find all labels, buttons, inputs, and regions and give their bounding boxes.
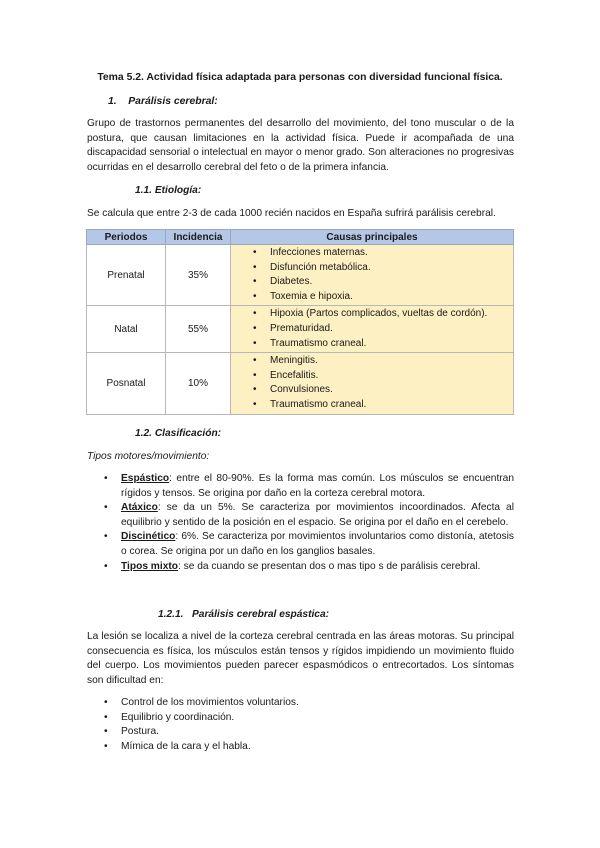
list-item: • Postura.	[121, 725, 514, 740]
bullet-icon: •	[104, 560, 108, 572]
tipos-motores-list	[104, 472, 514, 574]
header-causas: Causas principales	[231, 230, 514, 245]
term-discinetico: Discinético	[121, 531, 176, 543]
list-item: • Diabetes.	[231, 275, 513, 290]
bullet-icon: •	[104, 726, 108, 738]
term-tipos-mixto: Tipos mixto	[121, 560, 178, 572]
bullet-icon: •	[104, 473, 108, 484]
term-ataxico: Atáxico	[121, 502, 158, 514]
cell-periodo: Prenatal	[87, 245, 166, 306]
list-item: • Traumatismo craneal.	[231, 398, 513, 413]
table-row	[87, 245, 514, 306]
bullet-icon: •	[104, 697, 108, 708]
table-row	[87, 353, 514, 414]
espastica-paragraph: La lesión se localiza a nivel de la corteza cerebral centrada en las áreas motoras. Su principal consecuencia es física, los músculos están tensos y rígidos impidiendo un movimiento fluido del cuerpo. Los movimientos pueden parecer espasmódicos o entrecortados. Los síntomas son dificultad en:	[87, 631, 514, 686]
heading-etiologia: 1.1. Etiología:	[135, 185, 202, 196]
etiologia-table	[86, 229, 514, 415]
list-item: • Convulsiones.	[231, 383, 513, 398]
header-incidencia: Incidencia	[166, 230, 231, 245]
list-item: • Traumatismo craneal.	[231, 337, 513, 352]
sintomas-list	[104, 696, 514, 754]
list-item: • Mímica de la cara y el habla.	[121, 740, 514, 755]
definition-paragraph: Grupo de trastornos permanentes del desarrollo del movimiento, del tono muscular o de la postura, que causan limitaciones en la actividad física. Puede ir acompañada de una discapacidad sensorial o intelectual en mayor o menor grado. Son alteraciones no progresivas ocurridas en el desarrollo cerebral del feto o de la primera infancia.	[87, 118, 514, 173]
section-title: Parálisis cerebral:	[128, 96, 218, 107]
cell-causas	[231, 353, 514, 414]
cell-incidencia: 55%	[166, 306, 231, 353]
list-item: • Espástico: entre el 80-90%. Es la forma mas común. Los músculos se encuentran rígidos y tensos. Se origina por daño en la corteza cerebral motora.	[104, 473, 514, 499]
term-espastico: Espástico	[121, 473, 170, 484]
list-item: • Tipos mixto: se da cuando se presentan dos o mas tipo s de parálisis cerebral.	[121, 560, 514, 575]
document-title: Tema 5.2. Actividad física adaptada para personas con diversidad funcional física.	[97, 72, 503, 83]
header-periodos: Periodos	[87, 230, 166, 245]
list-item: • Discinético: 6%. Se caracteriza por movimientos involuntarios como distonía, atetosis o corea. Se origina por un daño en los ganglios basales.	[104, 531, 514, 557]
cell-periodo: Posnatal	[87, 353, 166, 414]
list-item: • Equilibrio y coordinación.	[121, 711, 514, 726]
bullet-icon: •	[104, 502, 108, 514]
list-item: • Prematuridad.	[231, 322, 513, 337]
list-item: • Toxemia e hipoxia.	[231, 290, 513, 305]
section-heading-paralisis	[108, 96, 218, 107]
cell-causas	[231, 245, 514, 306]
bullet-icon: •	[104, 531, 108, 543]
list-item: • Encefalitis.	[231, 369, 513, 384]
heading-clasificacion: 1.2. Clasificación:	[135, 428, 222, 439]
cell-periodo: Natal	[87, 306, 166, 353]
clasificacion-subtitle: Tipos motores/movimiento:	[87, 451, 210, 462]
bullet-icon: •	[104, 740, 108, 752]
table-header-row	[87, 230, 514, 245]
bullet-icon: •	[104, 711, 108, 723]
etiologia-intro: Se calcula que entre 2-3 de cada 1000 recién nacidos en España sufrirá parálisis cerebral.	[87, 208, 496, 219]
list-item: • Infecciones maternas.	[231, 246, 513, 261]
heading-espastica: 1.2.1. Parálisis cerebral espástica:	[158, 609, 330, 620]
cell-causas	[231, 306, 514, 353]
cell-incidencia: 10%	[166, 353, 231, 414]
table-row	[87, 306, 514, 353]
list-item: • Control de los movimientos voluntarios.	[121, 696, 514, 711]
cell-incidencia: 35%	[166, 245, 231, 306]
list-item: • Meningitis.	[231, 354, 513, 369]
section-number: 1.	[108, 96, 117, 107]
list-item: • Hipoxia (Partos complicados, vueltas de cordón).	[231, 307, 513, 322]
list-item: • Atáxico: se da un 5%. Se caracteriza por movimientos incoordinados. Afecta al equilibrio y sentido de la posición en el espacio. Se origina por el daño en el cerebelo.	[104, 502, 514, 528]
list-item: • Disfunción metabólica.	[231, 261, 513, 276]
